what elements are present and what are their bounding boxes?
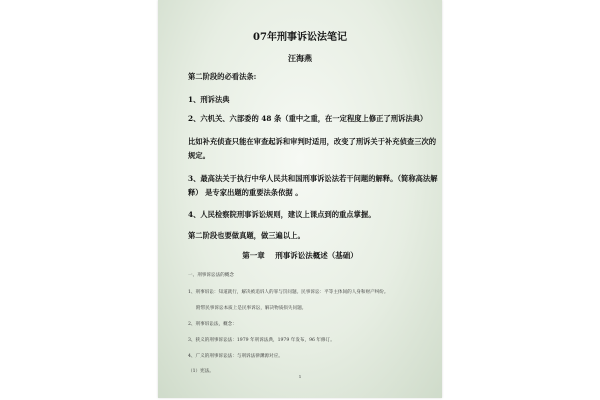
small-text-line: 一、刑事诉讼法的概念 xyxy=(188,273,234,278)
document-author: 汪海燕 xyxy=(288,53,312,63)
paragraph-line: 第二阶段也要做真题，做三遍以上。 xyxy=(188,231,305,240)
paragraph-line: 比如补充侦查只能在审查起诉和审判时适用，改变了刑诉关于补充侦查三次的 xyxy=(188,137,437,146)
paragraph-line: 3、最高法关于执行中华人民共和国刑事诉讼法若干问题的解释。（简称高法解 xyxy=(188,174,438,183)
paragraph-line: 2、六机关、六部委的 48 条（重中之重，在一定程度上修正了刑诉法典） xyxy=(188,114,428,123)
small-text-line: 2、刑事诉讼法，概念： xyxy=(188,322,237,327)
page-number: 1 xyxy=(298,374,302,379)
small-text-line: （1）宪法。 xyxy=(188,369,214,374)
paragraph-line: 释） 是专家出题的重要法条依据 。 xyxy=(188,188,303,197)
paragraph-line: 1、刑诉法典 xyxy=(188,95,230,104)
document-page xyxy=(158,0,442,398)
small-text-line: 3、狭义的刑事诉讼法：1979 年刑诉法典，1979 年发布，96 年修订。 xyxy=(188,338,335,343)
paragraph-line: 规定。 xyxy=(188,151,210,160)
small-text-line: 1、刑事诉讼：知道就行，解决被追诉人的罪与罚问题。民事诉讼：平等主体间的人身和财产纠纷。 xyxy=(188,290,389,295)
document-title: 07年刑事诉讼法笔记 xyxy=(253,32,347,43)
paragraph-line: 第二阶段的必看法条: xyxy=(188,72,257,81)
small-text-line: 4、广义的刑事诉讼法：与刑诉法律渊源对应。 xyxy=(188,354,283,359)
chapter-heading: 第一章 刑事诉讼法概述（基础） xyxy=(242,251,358,260)
small-text-line: 附带民事诉讼本质上是民事诉讼，解决物质损失问题。 xyxy=(196,306,307,311)
paragraph-line: 4、人民检察院刑事诉讼规则，建议上课点到的重点掌握。 xyxy=(188,210,376,219)
